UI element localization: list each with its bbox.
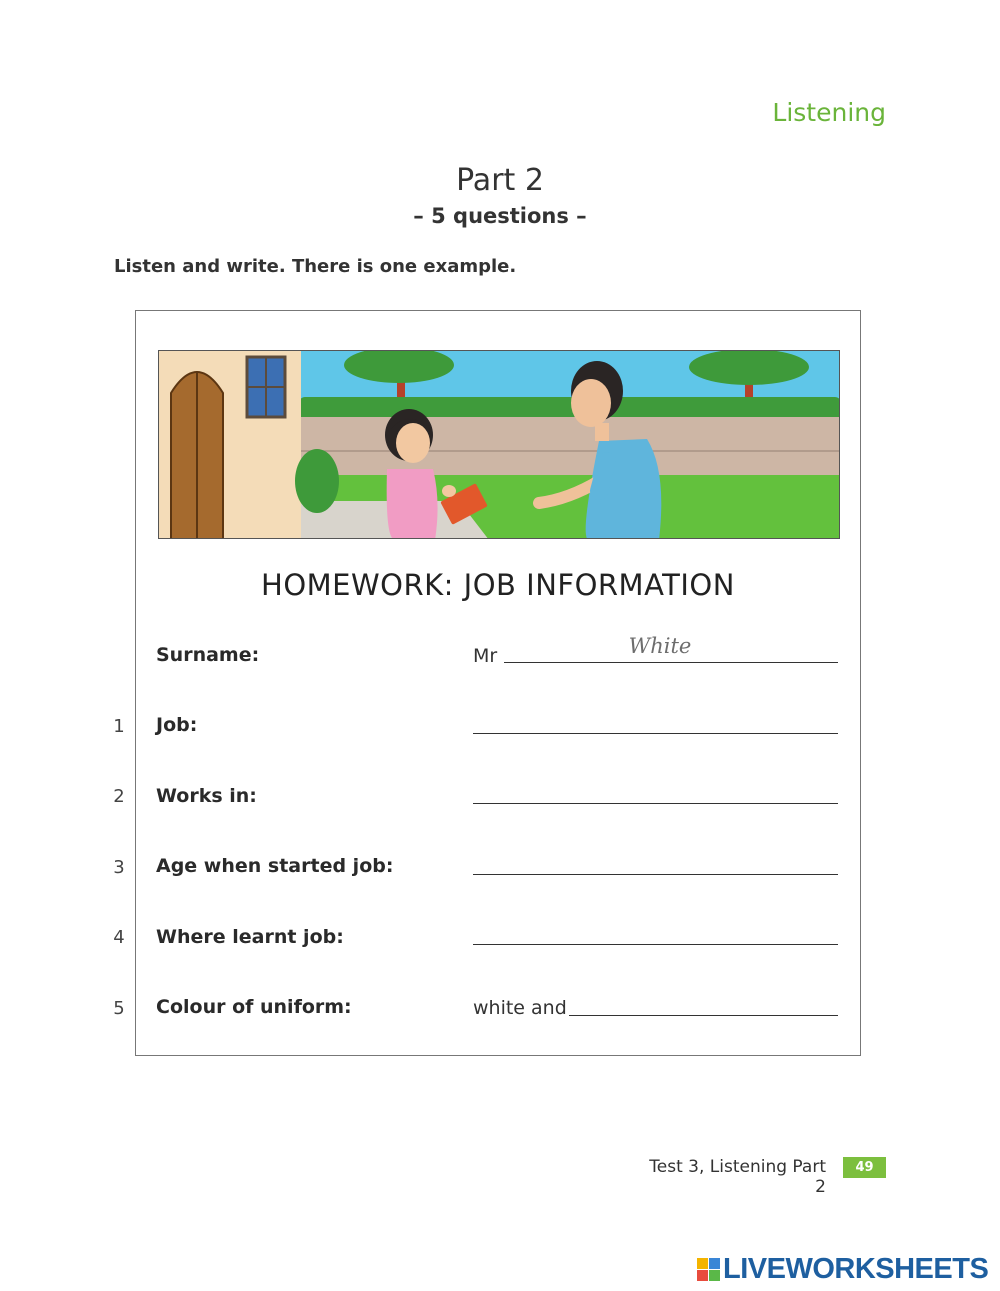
section-label: Listening <box>772 98 886 127</box>
question-label: Colour of uniform: <box>156 996 352 1018</box>
scene-illustration <box>158 350 840 539</box>
example-prefix: Mr <box>473 645 498 667</box>
part-title: Part 2 <box>456 163 544 198</box>
question-label: Works in: <box>156 785 257 807</box>
scene-drawing <box>159 351 840 539</box>
liveworksheets-logo-icon <box>697 1258 720 1281</box>
question-number: 4 <box>113 927 125 948</box>
answer-field-2[interactable] <box>473 803 838 804</box>
brand-name: LIVEWORKSHEETS <box>723 1252 989 1285</box>
question-number: 5 <box>113 998 125 1019</box>
example-answer-line <box>504 662 838 663</box>
form-title: HOMEWORK: JOB INFORMATION <box>261 568 735 602</box>
question-number: 2 <box>113 786 125 807</box>
example-label: Surname: <box>156 644 260 666</box>
example-answer: White <box>628 634 692 658</box>
answer-field-5[interactable] <box>569 1015 838 1016</box>
instruction-text: Listen and write. There is one example. <box>114 256 517 277</box>
part-subtitle: – 5 questions – <box>413 204 587 228</box>
question-label: Age when started job: <box>156 855 394 877</box>
page-number-badge: 49 <box>843 1157 886 1178</box>
question-number: 3 <box>113 857 125 878</box>
footer-caption: Test 3, Listening Part 2 <box>649 1157 826 1197</box>
question-prefix: white and <box>473 997 567 1019</box>
answer-field-4[interactable] <box>473 944 838 945</box>
question-label: Where learnt job: <box>156 926 344 948</box>
liveworksheets-brand <box>697 1253 988 1285</box>
question-number: 1 <box>113 716 125 737</box>
answer-field-1[interactable] <box>473 733 838 734</box>
answer-field-3[interactable] <box>473 874 838 875</box>
question-label: Job: <box>156 714 198 736</box>
